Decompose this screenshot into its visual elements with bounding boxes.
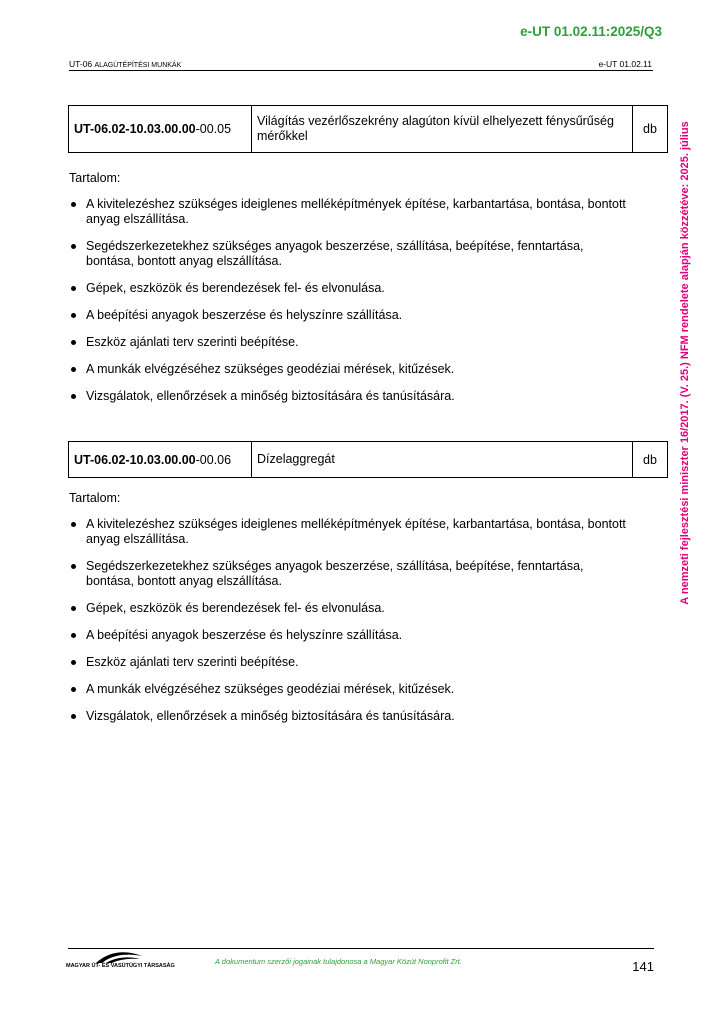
doc-code: e-UT 01.02.11:2025/Q3 [520,24,662,39]
side-note [675,95,695,630]
content-list-1 [69,197,629,416]
item-code-suffix: -00.05 [195,122,232,136]
item-description: Dízelaggregát [252,442,633,478]
list-item: A munkák elvégzéséhez szükséges geodéziai mérések, kitűzések. [69,682,629,697]
list-item: A munkák elvégzéséhez szükséges geodéziai mérések, kitűzések. [69,362,629,377]
header-prefix: UT-06 [69,59,95,69]
list-item: A kivitelezéshez szükséges ideiglenes melléképítmények építése, karbantartása, bontása, bontott anyag elszállítása. [69,517,629,547]
road-swoosh-icon [94,950,144,964]
content-label-1: Tartalom: [69,171,121,185]
item-code-cell [69,442,252,478]
header-title: ALAGÚTÉPÍTÉSI MUNKÁK [94,62,182,69]
publisher-logo [66,950,175,974]
list-item: A beépítési anyagok beszerzése és helyszínre szállítása. [69,308,629,323]
content-label-2: Tartalom: [69,491,121,505]
list-item: Eszköz ajánlati terv szerinti beépítése. [69,335,629,350]
item-table-2 [68,441,668,478]
list-item: Segédszerkezetekhez szükséges anyagok beszerzése, szállítása, beépítése, fenntartása, bontása, bontott anyag elszállítása. [69,559,629,589]
item-code-suffix: -00.06 [195,452,232,467]
item-code-bold: UT-06.02-10.03.00.00 [74,452,196,467]
item-table-1 [68,105,668,153]
logo-text: MAGYAR ÚT- ÉS VASÚTÜGYI TÁRSASÁG [66,963,175,969]
item-code-cell [69,106,252,153]
list-item: A beépítési anyagok beszerzése és helyszínre szállítása. [69,628,629,643]
list-item: Gépek, eszközök és berendezések fel- és elvonulása. [69,601,629,616]
header-divider [69,70,653,71]
list-item: Vizsgálatok, ellenőrzések a minőség biztosítására és tanúsítására. [69,389,629,404]
content-list-2 [69,517,629,736]
side-note-text: A nemzeti fejlesztési miniszter 16/2017. (V. 25.) NFM rendelete alapján közzétéve: 2025. július [679,120,691,605]
running-header-right: e-UT 01.02.11 [598,59,652,69]
item-code-bold: UT-06.02-10.03.00.00 [74,122,196,136]
item-unit: db [633,106,668,153]
list-item: Vizsgálatok, ellenőrzések a minőség biztosítására és tanúsítására. [69,709,629,724]
list-item: Segédszerkezetekhez szükséges anyagok beszerzése, szállítása, beépítése, fenntartása, bontása, bontott anyag elszállítása. [69,239,629,269]
list-item: Gépek, eszközök és berendezések fel- és elvonulása. [69,281,629,296]
page-number: 141 [632,959,654,974]
item-unit: db [633,442,668,478]
running-header-left [69,59,181,69]
list-item: A kivitelezéshez szükséges ideiglenes melléképítmények építése, karbantartása, bontása, bontott anyag elszállítása. [69,197,629,227]
footer-copyright: A dokumentum szerzői jogainak tulajdonosa a Magyar Közút Nonprofit Zrt. [215,957,462,966]
footer-divider [68,948,654,949]
list-item: Eszköz ajánlati terv szerinti beépítése. [69,655,629,670]
item-description: Világítás vezérlőszekrény alagúton kívül elhelyezett fénysűrűség mérőkkel [252,106,633,153]
